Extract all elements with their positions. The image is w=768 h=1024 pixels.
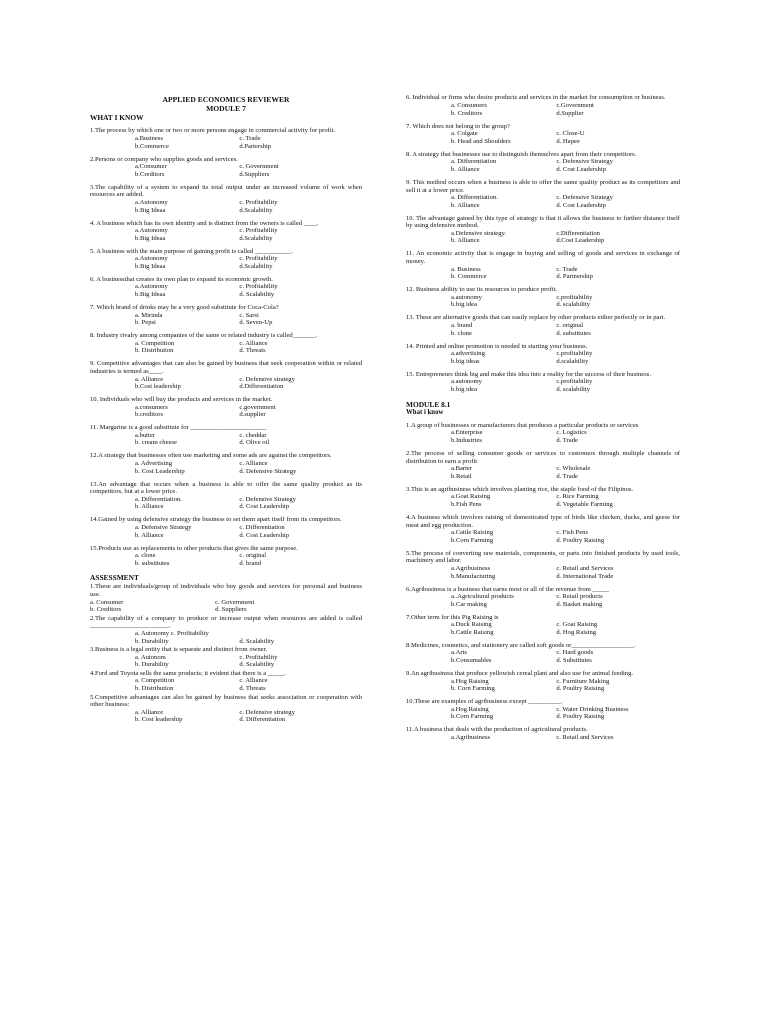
answer-option: c. Differentiation <box>239 524 285 531</box>
question-item <box>406 179 680 209</box>
answer-options <box>90 163 362 178</box>
question-item <box>406 586 680 609</box>
question-text: 3.The capability of a system to expand its total output under an increased volume of work when resources are added. <box>90 183 362 199</box>
answer-option: c. Profitability <box>239 283 278 291</box>
question-item <box>90 516 362 539</box>
answer-option: c. Government <box>215 598 255 606</box>
answer-option: b. substitutes <box>135 559 170 567</box>
question-item <box>406 123 680 146</box>
answer-option: d. Suppliers <box>215 606 247 614</box>
answer-option: a.Cattle Raising <box>451 529 494 537</box>
question-item <box>406 371 680 394</box>
answer-option: c. Defensive Strategy <box>556 194 613 202</box>
question-text: 14. Printed and online promotion is needed in starting your business. <box>406 342 588 350</box>
answer-option: b.Cost leadership <box>135 383 181 391</box>
answer-option: d. scalability <box>556 301 591 309</box>
answer-option: a. Autonom <box>135 653 166 661</box>
answer-option: b. Pepsi <box>135 319 156 327</box>
answer-option: a. Differentiation. <box>451 194 498 202</box>
answer-option: a.autonomy <box>451 293 482 301</box>
answer-options <box>406 102 680 117</box>
answer-option: d.supplier <box>239 411 266 419</box>
question-text: 8. Industry rivalry among companies of the same or related industry is called_______. <box>90 332 318 340</box>
question-item <box>90 248 362 271</box>
answer-option: a.Goat Raising <box>451 493 491 501</box>
answer-option: b.Cattle Raising <box>451 628 494 636</box>
answer-option: d. Poultry Raising <box>556 713 605 721</box>
question-item <box>90 481 362 511</box>
question-text: 1.The process by which one or two or more persons engage in commercial activity for profit. <box>90 127 336 135</box>
answer-option: c. original <box>239 552 267 560</box>
answer-option: c. Profitability <box>239 198 278 206</box>
answer-option: d. Trade <box>556 437 578 445</box>
answer-options <box>406 294 680 309</box>
answer-option: c. Profitability <box>239 653 278 661</box>
assessment-list <box>90 583 362 724</box>
question-text: 1.A group of businesses or manufacturers that produces a particular products or services <box>406 421 639 429</box>
question-item <box>406 642 680 665</box>
answer-option: b.Commerce <box>135 142 169 150</box>
answer-option: c. Government <box>239 163 279 171</box>
answer-option: c. Alliance <box>239 339 268 347</box>
question-text: 6.Agribusiness is a business that earns most or all of the revenue from _____ <box>406 585 609 593</box>
answer-option: d. Defensive Strategy <box>239 467 297 475</box>
answer-option: c. Alliance <box>239 677 268 685</box>
assessment-title: ASSESSMENT <box>90 573 139 583</box>
answer-option: a. clone <box>135 552 156 560</box>
question-item <box>90 615 362 645</box>
answer-options <box>90 432 362 447</box>
question-item <box>90 670 362 693</box>
question-item <box>90 332 362 355</box>
answer-option: b. Creditors <box>451 109 483 117</box>
answer-option: d. Threats <box>239 685 266 693</box>
answer-option: d.Supplier <box>556 109 584 117</box>
document-title: APPLIED ECONOMICS REVIEWER <box>162 95 290 104</box>
answer-option: a. Autonomy c. Profitability <box>135 629 209 637</box>
answer-option: a.consumers <box>135 403 168 411</box>
answer-option: a.Business <box>135 134 164 142</box>
answer-option: d. Olive oil <box>239 439 270 447</box>
question-text: 10. The advantage gained by this type of strategy is that it allows the business to further distance itself by using defensive method. <box>406 214 680 230</box>
answer-options <box>406 266 680 281</box>
question-text: 15.Products use as replacements to other products that gives the same purpose. <box>90 544 298 552</box>
question-text: 15. Entrepreneurs think big and make this idea into a reality for the success of their business. <box>406 370 652 378</box>
answer-option: d. Basket making <box>556 600 603 608</box>
answer-option: c. original <box>556 321 584 329</box>
question-item <box>90 304 362 327</box>
answer-options <box>406 322 680 337</box>
answer-option: c. Trade <box>556 265 578 273</box>
answer-options <box>406 621 680 636</box>
answer-options <box>406 565 680 580</box>
answer-option: b.big idea <box>451 385 478 393</box>
answer-option: a. Alliance <box>135 708 164 716</box>
question-text: 5. A business with the main purpose of gaining profit is called ___________. <box>90 247 293 255</box>
question-text: 12.A strategy that businesses often use marketing and some ads are against the competitors. <box>90 452 332 460</box>
answer-option: b.Big Ideaa <box>135 206 166 214</box>
answer-option: b.Retail <box>451 472 472 480</box>
answer-option: c.Differentiation <box>556 229 600 237</box>
answer-option: c. Defensive Strategy <box>239 495 296 503</box>
answer-options <box>406 678 680 693</box>
answer-option: b. Alliance <box>451 165 480 173</box>
question-text: 12. Business ability to use its resources to produce profit. <box>406 286 558 294</box>
answer-options <box>406 593 680 608</box>
answer-option: b.Big Ideaa <box>135 291 166 299</box>
answer-option: a.Enterprise <box>451 429 483 437</box>
question-item <box>406 286 680 309</box>
answer-options <box>90 599 362 614</box>
answer-options <box>90 227 362 242</box>
answer-option: a.Consumer <box>135 163 167 171</box>
answer-option: b. Alliance <box>451 201 480 209</box>
answer-option: a.advertising <box>451 350 485 358</box>
answer-option: a.Autonomy <box>135 283 168 291</box>
question-item <box>90 694 362 724</box>
answer-option: a. Competition <box>135 677 175 685</box>
answer-option: c. Alliance <box>239 460 268 468</box>
answer-option: b.big idea <box>451 301 478 309</box>
answer-option: c.government <box>239 403 276 411</box>
answer-option: a.Barter <box>451 465 473 473</box>
answer-option: b. Corn Farming <box>451 685 495 693</box>
question-text: 9. This method occurs when a business is able to offer the same quality product as its competitors and sell it at a lower price. <box>406 178 680 194</box>
answer-option: b. Commerce <box>451 273 487 281</box>
answer-option: d.Suppliers <box>239 170 270 178</box>
answer-option: a.autonomy <box>451 378 482 386</box>
question-item <box>90 424 362 447</box>
question-text: 6. A businessthat creates its own plan to expand its economic growth. <box>90 275 273 283</box>
answer-option: c. Profitability <box>239 227 278 235</box>
answer-option: a.butter <box>135 431 155 439</box>
answer-option: d. Hapee <box>556 137 580 145</box>
answer-option: b. Head and Shoulders <box>451 137 511 145</box>
answer-option: d.Partership <box>239 142 272 150</box>
question-text: 3.Business is a legal entity that is separate and distinct from owner. <box>90 646 268 654</box>
question-item <box>406 422 680 445</box>
answer-option: b. Alliance <box>135 503 164 511</box>
answer-option: c. Defensive strategy <box>239 375 295 383</box>
answer-option: d. Substitutes <box>556 657 592 665</box>
answer-options <box>90 709 362 724</box>
question-list <box>90 127 362 567</box>
answer-option: a.Autonomy <box>135 227 168 235</box>
answer-option: c. Fish Pens <box>556 529 589 537</box>
answer-option: c. Hard goods <box>556 649 594 657</box>
answer-option: d.Scalability <box>239 234 273 242</box>
answer-options <box>90 496 362 511</box>
answer-options <box>406 230 680 245</box>
question-item <box>406 614 680 637</box>
question-text: 7. Which brand of drinks may be a very good substitute for Coca-Cola? <box>90 304 279 312</box>
answer-options <box>406 465 680 480</box>
answer-options <box>90 312 362 327</box>
answer-options <box>90 654 362 669</box>
question-text: 2.The capability of a company to produce or increase output when resources are added is called ________________________. <box>90 614 362 630</box>
answer-option: b. Cost leadership <box>135 716 183 724</box>
answer-options <box>406 706 680 721</box>
answer-option: c. Profitability <box>239 255 278 263</box>
answer-option: c. Defensive strategy <box>239 708 295 716</box>
question-item <box>90 220 362 243</box>
question-text: 9.An agribusiness that produce yellowish cereal plant and also use for animal feeding. <box>406 670 634 678</box>
question-item <box>406 151 680 174</box>
answer-option: c.profitability <box>556 350 593 358</box>
question-text: 11.A business that deals with the production of agricultural products. <box>406 726 588 734</box>
answer-option: b. Distribution <box>135 347 174 355</box>
answer-options <box>406 378 680 393</box>
answer-options <box>90 283 362 298</box>
answer-options <box>90 677 362 692</box>
answer-option: a..Agricultural products <box>451 593 514 601</box>
answer-option: d. Cost Leadership <box>556 201 606 209</box>
question-item <box>90 360 362 390</box>
answer-option: b. Distribution <box>135 685 174 693</box>
answer-option: d. scalability <box>556 385 591 393</box>
answer-option: a.Autonomy <box>135 198 168 206</box>
question-item <box>406 215 680 245</box>
question-item <box>90 583 362 613</box>
question-text: 4.A business which involves raising of domesticated type of birds like chicken, ducks, and geese for meat and egg production. <box>406 514 680 529</box>
answer-option: d. Cost Leadership <box>239 531 290 539</box>
answer-options <box>406 158 680 173</box>
question-item <box>406 670 680 693</box>
question-text: 6. Individual or firms who desire products and services in the market for consumption or business. <box>406 94 666 102</box>
answer-options <box>406 130 680 145</box>
answer-options <box>406 734 680 742</box>
answer-options <box>90 199 362 214</box>
answer-option: d.Differentiation <box>239 383 284 391</box>
answer-option: a.Duck Raising <box>451 621 492 629</box>
answer-option: d. Scalability <box>239 661 275 669</box>
answer-option: b.Car making <box>451 600 487 608</box>
answer-option: c. Wholesale <box>556 465 591 473</box>
question-text: 3.This is an agribusiness which involves planting rice, the staple food of the Filipinos. <box>406 485 634 493</box>
answer-option: d. Cost Leadership <box>239 503 290 511</box>
left-column <box>90 95 362 724</box>
answer-option: a. Consumer <box>90 598 124 606</box>
question-text: 8. A strategy that businesses use to distinguish themselves apart from their competitors. <box>406 150 637 158</box>
answer-option: d. Poultry Raising <box>556 685 605 693</box>
answer-option: b.Industries <box>451 437 482 445</box>
section-title: WHAT I KNOW <box>90 113 144 122</box>
answer-option: a.Arts <box>451 649 467 657</box>
answer-option: d. Cost Leadership <box>556 165 606 173</box>
question-item <box>90 156 362 179</box>
question-item <box>406 486 680 509</box>
answer-option: a. brand <box>451 321 473 329</box>
answer-option: c. Goat Raising <box>556 621 598 629</box>
answer-option: b.Corn Farming <box>451 536 494 544</box>
answer-option: a.Hog Raising <box>451 705 489 713</box>
answer-option: a. Mirinda <box>135 311 163 319</box>
question-item <box>90 276 362 299</box>
answer-option: b. Alliance <box>451 237 480 245</box>
answer-option: c. Close-U <box>556 130 585 138</box>
answer-options <box>406 493 680 508</box>
question-item <box>406 514 680 544</box>
answer-option: a. Alliance <box>135 375 164 383</box>
answer-options <box>90 135 362 150</box>
answer-option: d. Seven-Up <box>239 319 273 327</box>
answer-option: c.profitability <box>556 293 593 301</box>
question-list <box>406 94 680 393</box>
answer-option: a. Differentiation. <box>135 495 182 503</box>
right-column <box>406 89 680 742</box>
answer-option: b.Creditors <box>135 170 165 178</box>
question-text: 14.Gained by using defensive strategy the business to set them apart itself from its competitors. <box>90 516 342 524</box>
answer-options <box>90 630 362 645</box>
answer-option: d. Scalability <box>239 637 275 645</box>
question-list <box>406 422 680 742</box>
answer-options <box>406 350 680 365</box>
answer-option: d. Scalability <box>239 291 275 299</box>
question-text: 5.Competitive advantages can also be gained by business that seeks association or cooperation with other business: <box>90 693 362 709</box>
answer-option: d. Trade <box>556 472 578 480</box>
answer-option: d. Differentiation <box>239 716 286 724</box>
answer-options <box>90 524 362 539</box>
answer-option: a. Colgate <box>451 130 478 138</box>
question-text: 10. Individuals who will buy the products and services in the market. <box>90 396 273 404</box>
answer-option: a.Agribusiness <box>451 733 491 741</box>
answer-option: b.Fish Pens <box>451 501 482 509</box>
answer-option: b. Alliance <box>135 531 164 539</box>
answer-options <box>406 429 680 444</box>
answer-option: d. Vegetable Farming <box>556 501 613 509</box>
answer-option: a.Autonomy <box>135 255 168 263</box>
answer-option: a. Business <box>451 265 481 273</box>
answer-option <box>239 630 362 638</box>
question-item <box>90 396 362 419</box>
question-item <box>406 250 680 280</box>
answer-option: b.Consumables <box>451 657 492 665</box>
answer-option: a.Hog Raising <box>451 677 489 685</box>
answer-options <box>406 529 680 544</box>
answer-option: d. substitutes <box>556 329 591 337</box>
answer-option: b. Durability <box>135 637 169 645</box>
answer-option: b.big ideas <box>451 357 480 365</box>
answer-options <box>90 255 362 270</box>
question-item <box>90 184 362 214</box>
answer-option: d. Partnership <box>556 273 593 281</box>
answer-option: c.profitability <box>556 378 593 386</box>
answer-option: c. Furniture Making <box>556 677 610 685</box>
question-text: 4.Ford and Toyota sells the same products; it evident that there is a _____. <box>90 669 286 677</box>
answer-option: c. Retail and Services <box>556 733 614 741</box>
question-item <box>90 452 362 475</box>
question-text: 13. These are alternative goods that can easily replace by other products either perfectly or in part. <box>406 314 666 322</box>
question-text: 13.An advantage that occurs when a business is able to offer the same quality product as its competitors, but at a lower price. <box>90 480 362 496</box>
answer-option: d. brand <box>239 559 262 567</box>
answer-option: d. Hog Raising <box>556 628 597 636</box>
question-text: 7.Other term for this Pig Raising is <box>406 613 499 621</box>
question-text: 2.The process of selling consumer goods or services to customers through multiple channels of distribution to earn a profit <box>406 450 680 465</box>
answer-option: b.Corn Farming <box>451 713 494 721</box>
answer-option: d.Cost Leadership <box>556 237 605 245</box>
answer-options <box>90 376 362 391</box>
answer-option: b. cream cheese <box>135 439 177 447</box>
question-text: 5.The process of converting raw materials, components, or parts into finished products by used tools, machinery and labor. <box>406 549 680 565</box>
answer-option: b. Creditors <box>90 606 122 614</box>
answer-option: b.creditors <box>135 411 164 419</box>
answer-option: d. International Trade <box>556 572 614 580</box>
answer-options <box>406 649 680 664</box>
question-item <box>406 94 680 117</box>
answer-options <box>90 460 362 475</box>
question-item <box>90 127 362 150</box>
answer-option: d.Scalability <box>239 262 273 270</box>
question-text: 10.These are examples of agribusiness except __________. <box>406 698 563 706</box>
question-item <box>406 726 680 741</box>
question-text: 11. An economic activity that is engage in buying and selling of goods and services in exchange of money. <box>406 250 680 266</box>
answer-option: c. Water Drinking Business <box>556 705 629 713</box>
answer-option: c. Logistics <box>556 429 587 437</box>
answer-option: c. Retail and Services <box>556 564 614 572</box>
answer-option: d.Scalability <box>239 206 273 214</box>
answer-option: c. cheddar <box>239 431 267 439</box>
answer-option: d.scalability <box>556 357 589 365</box>
answer-option: b. Durability <box>135 661 169 669</box>
answer-option: b.Big Ideaa <box>135 234 166 242</box>
answer-option: b. Cost Leadership <box>135 467 185 475</box>
answer-option: a.Defensive strategy. <box>451 229 507 237</box>
question-text: 1.These are individuals/group of individuals who buy goods and services for personal and business use. <box>90 583 362 598</box>
answer-option: b.Big Ideaa <box>135 262 166 270</box>
question-text: 9. Competitive advantages that can also be gained by business that seek cooperation within or related industries is termed as____. <box>90 360 362 375</box>
answer-option: c. Sarsi <box>239 311 259 319</box>
answer-options <box>90 340 362 355</box>
answer-options <box>90 404 362 419</box>
answer-option: c. Trade <box>239 134 261 142</box>
answer-option: a. Consumers <box>451 101 487 109</box>
question-item <box>90 545 362 568</box>
answer-option: c. Defensive Strategy <box>556 158 613 166</box>
answer-option: a. Competition <box>135 339 175 347</box>
answer-options <box>90 552 362 567</box>
question-text: 8.Medicines, cosmetics, and stationery are called soft goods or___________________. <box>406 641 636 649</box>
answer-option: a.Agribusiness <box>451 564 491 572</box>
question-item <box>406 314 680 337</box>
module-title: MODULE 7 <box>206 104 246 113</box>
question-text: 2.Persons or company who supplies goods and services. <box>90 155 238 163</box>
question-text: 7. Which does not belong to the group? <box>406 122 510 130</box>
answer-option: c. Rice Farming <box>556 493 599 501</box>
question-item <box>406 550 680 580</box>
module81-title: MODULE 8.1 <box>406 399 451 409</box>
question-text: 11. Margarine is a good substitute for _______________________ <box>90 424 267 432</box>
question-item <box>90 646 362 669</box>
answer-option: b.Manufacturing <box>451 572 496 580</box>
answer-option: d. Threats <box>239 347 266 355</box>
question-text: 4. A business which has its own identity and is distinct from the owners is called ____. <box>90 219 319 227</box>
answer-option: c.Government <box>556 101 594 109</box>
module81-subtitle: What i know <box>406 408 444 416</box>
answer-option: c. Retail products <box>556 593 603 601</box>
answer-option: b. clone <box>451 329 472 337</box>
answer-option: a. Advertising <box>135 460 172 468</box>
answer-options <box>406 194 680 209</box>
question-item <box>406 450 680 480</box>
answer-option: a. Defensive Strategy <box>135 524 192 531</box>
answer-option: a. Differentiation <box>451 158 497 166</box>
question-item <box>406 698 680 721</box>
question-item <box>406 343 680 366</box>
answer-option: d. Poultry Raising <box>556 536 605 544</box>
